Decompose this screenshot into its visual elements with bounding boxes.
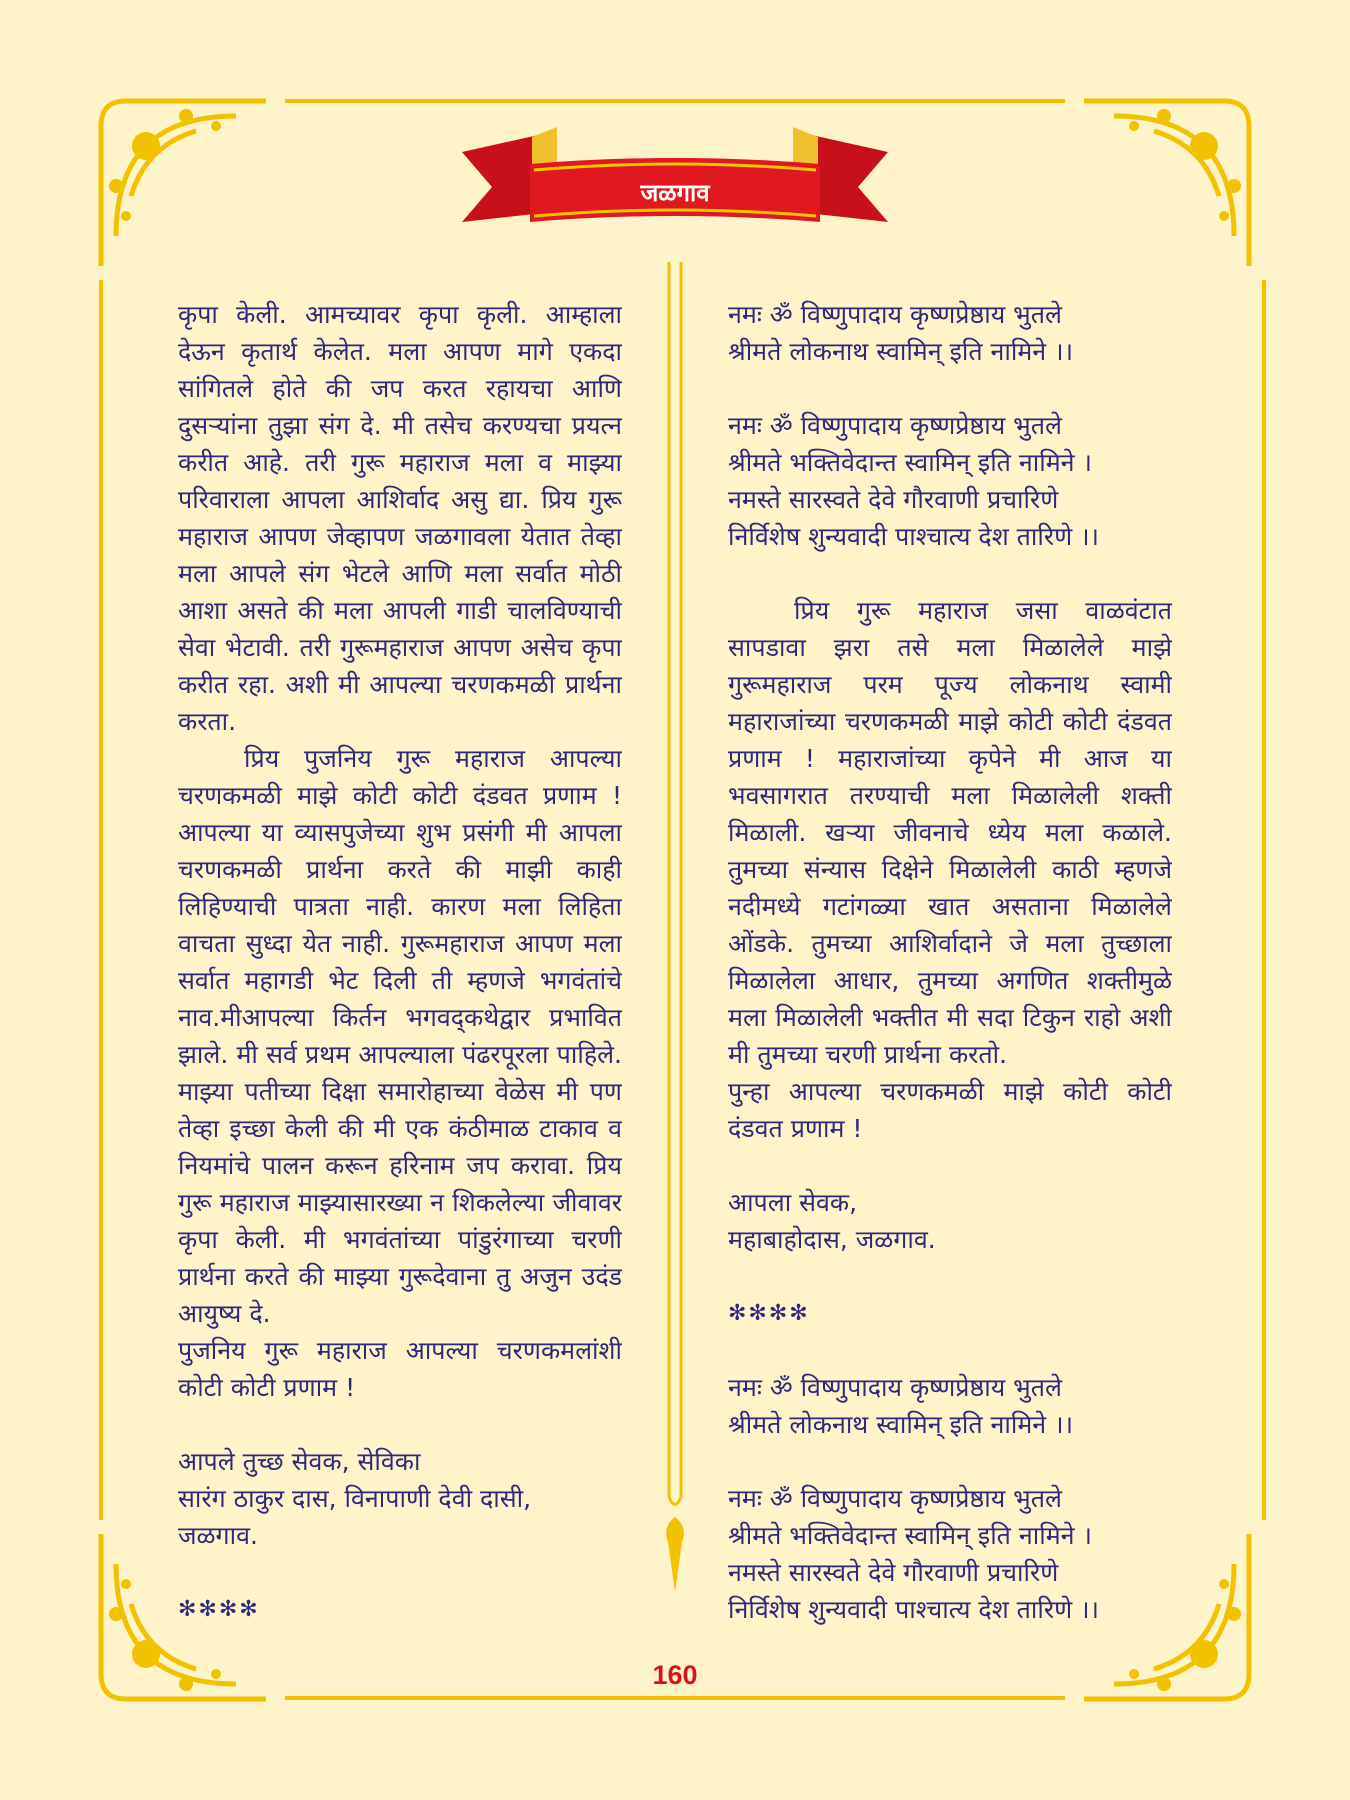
paragraph — [178, 296, 622, 740]
paragraph — [178, 740, 622, 1332]
text-line: कृपा केली. आमच्यावर कृपा कृली. आम्हाला — [178, 300, 622, 329]
text-line: झाले. मी सर्व प्रथम आपल्याला पंढरपूरला पाहिले. — [178, 1040, 622, 1069]
text-line: ओंडके. तुमच्या आशिर्वादाने जे मला तुच्छाला — [728, 929, 1172, 958]
section-separator-stars: ✻✻✻✻ — [728, 1301, 810, 1326]
text-line: गुरूमहाराज परम पूज्य लोकनाथ स्वामी — [728, 670, 1172, 699]
text-line: श्रीमते लोकनाथ स्वामिन् इति नामिने ।। — [728, 1410, 1074, 1439]
frame-left-line — [99, 280, 103, 1520]
text-line: करता. — [178, 707, 237, 736]
verse-block — [728, 1184, 1172, 1258]
text-line: वाचता सुध्दा येत नाही. गुरूमहाराज आपण मला — [178, 929, 622, 958]
verse-block — [728, 1480, 1172, 1628]
text-line: नमः ॐ विष्णुपादाय कृष्णप्रेष्ठाय भुतले — [728, 1373, 1062, 1402]
text-line: प्रिय पुजनिय गुरू महाराज आपल्या — [244, 744, 622, 773]
text-line: निर्विशेष शुन्यवादी पाश्चात्य देश तारिणे ।। — [728, 1595, 1100, 1624]
column-divider — [662, 262, 688, 1592]
frame-bottom-line — [285, 1696, 1065, 1700]
text-line: कृपा केली. मी भगवंतांच्या पांडुरंगाच्या चरणी — [178, 1225, 622, 1254]
text-line: महाराजांच्या चरणकमळी माझे कोटी कोटी दंडवत — [728, 707, 1172, 736]
text-line: सांगितले होते की जप करत रहायचा आणि — [178, 374, 622, 403]
text-line: माझ्या पतीच्या दिक्षा समारोहाच्या वेळेस मी पण — [178, 1077, 622, 1106]
text-line: मला मिळालेली भक्तीत मी सदा टिकुन राहो अशी — [728, 1003, 1172, 1032]
section-title: जळगाव — [640, 179, 710, 207]
text-line: नियमांचे पालन करून हरिनाम जप करावा. प्रिय — [178, 1151, 622, 1180]
left-column — [178, 296, 622, 1628]
text-line: आयुष्य दे. — [178, 1299, 271, 1328]
text-line: दुसऱ्यांना तुझा संग दे. मी तसेच करण्यचा प्रयत्न — [178, 411, 622, 440]
text-line: जळगाव. — [178, 1521, 258, 1550]
blank-line — [728, 555, 1172, 592]
paragraph — [728, 1073, 1172, 1147]
text-line: प्रणाम ! महाराजांच्या कृपेने मी आज या — [728, 744, 1172, 773]
text-line: परिवाराला आपला आशिर्वाद असु द्या. प्रिय गुरू — [178, 485, 622, 514]
text-line: प्रार्थना करते की माझ्या गुरूदेवाना तु अजुन उदंड — [178, 1262, 622, 1291]
text-line: मिळालेला आधार, तुमच्या अगणित शक्तीमुळे — [728, 966, 1172, 995]
text-line: महाराज आपण जेव्हापण जळगावला येतात तेव्हा — [178, 522, 622, 551]
text-line: सर्वात महागडी भेट दिली ती म्हणजे भगवंतांचे — [178, 966, 622, 995]
text-line: तेव्हा इच्छा केली की मी एक कंठीमाळ टाकाव व — [178, 1114, 622, 1143]
blank-line — [728, 1258, 1172, 1295]
text-line: मिळाली. खऱ्या जीवनाचे ध्येय मला कळाले. — [728, 818, 1172, 847]
frame-right-line — [1262, 280, 1266, 1520]
text-line: प्रिय गुरू महाराज जसा वाळवंटात — [794, 596, 1172, 625]
text-line: दंडवत प्रणाम ! — [728, 1114, 863, 1143]
verse-block — [728, 407, 1172, 555]
text-line: आपले तुच्छ सेवक, सेविका — [178, 1447, 421, 1476]
text-line: नमस्ते सारस्वते देवे गौरवाणी प्रचारिणे — [728, 485, 1059, 514]
text-line: आपल्या या व्यासपुजेच्या शुभ प्रसंगी मी आपला — [178, 818, 622, 847]
text-line: महाबाहोदास, जळगाव. — [728, 1225, 936, 1254]
page-number: 160 — [652, 1660, 698, 1690]
text-line: नमः ॐ विष्णुपादाय कृष्णप्रेष्ठाय भुतले — [728, 1484, 1062, 1513]
frame-top-line — [285, 99, 1065, 103]
text-line: तुमच्या संन्यास दिक्षेने मिळालेली काठी म्हणजे — [728, 855, 1172, 884]
text-line: आपला सेवक, — [728, 1188, 858, 1217]
verse-block — [728, 1369, 1172, 1443]
blank-line — [728, 1332, 1172, 1369]
text-line: चरणकमळी प्रार्थना करते की माझी काही — [178, 855, 622, 884]
verse-block — [178, 1443, 622, 1554]
text-line: गुरू महाराज माझ्यासारख्या न शिकलेल्या जीवावर — [178, 1188, 622, 1217]
text-line: मी तुमच्या चरणी प्रार्थना करतो. — [728, 1040, 1008, 1069]
text-line: करीत रहा. अशी मी आपल्या चरणकमळी प्रार्थना — [178, 670, 622, 699]
text-line: चरणकमळी माझे कोटी कोटी दंडवत प्रणाम ! — [178, 781, 622, 810]
text-line: लिहिण्याची पात्रता नाही. कारण मला लिहिता — [178, 892, 622, 921]
text-line: देऊन कृतार्थ केलेत. मला आपण मागे एकदा — [178, 337, 622, 366]
blank-line — [178, 1554, 622, 1591]
blank-line — [728, 1147, 1172, 1184]
text-line: नमः ॐ विष्णुपादाय कृष्णप्रेष्ठाय भुतले — [728, 411, 1062, 440]
text-line: भवसागरात तरण्याची मला मिळालेली शक्ती — [728, 781, 1172, 810]
text-line: पुजनिय गुरू महाराज आपल्या चरणकमलांशी — [178, 1336, 622, 1365]
text-line: श्रीमते भक्तिवेदान्त स्वामिन् इति नामिने । — [728, 1521, 1092, 1550]
text-line: मला आपले संग भेटले आणि मला सर्वात मोठी — [178, 559, 622, 588]
text-line: नमः ॐ विष्णुपादाय कृष्णप्रेष्ठाय भुतले — [728, 300, 1062, 329]
section-separator-stars: ✻✻✻✻ — [178, 1597, 260, 1622]
text-line: सेवा भेटावी. तरी गुरूमहाराज आपण असेच कृपा — [178, 633, 622, 662]
blank-line — [178, 1406, 622, 1443]
blank-line — [728, 1443, 1172, 1480]
text-line: नाव.मीआपल्या किर्तन भगवद्कथेद्वार प्रभावित — [178, 1003, 622, 1032]
text-line: श्रीमते लोकनाथ स्वामिन् इति नामिने ।। — [728, 337, 1074, 366]
blank-line — [728, 370, 1172, 407]
text-line: पुन्हा आपल्या चरणकमळी माझे कोटी कोटी — [728, 1077, 1172, 1106]
right-column — [728, 296, 1172, 1628]
text-line: आशा असते की मला आपली गाडी चालविण्याची — [178, 596, 622, 625]
text-line: सापडावा झरा तसे मला मिळालेले माझे — [728, 633, 1172, 662]
text-line: सारंग ठाकुर दास, विनापाणी देवी दासी, — [178, 1484, 532, 1513]
text-line: कोटी कोटी प्रणाम ! — [178, 1373, 356, 1402]
verse-block — [728, 296, 1172, 370]
text-line: निर्विशेष शुन्यवादी पाश्चात्य देश तारिणे ।। — [728, 522, 1100, 551]
paragraph — [728, 592, 1172, 1073]
text-line: नमस्ते सारस्वते देवे गौरवाणी प्रचारिणे — [728, 1558, 1059, 1587]
text-line: नदीमध्ये गटांगळ्या खात असताना मिळालेले — [728, 892, 1172, 921]
text-line: करीत आहे. तरी गुरू महाराज मला व माझ्या — [178, 448, 622, 477]
paragraph — [178, 1332, 622, 1406]
text-line: श्रीमते भक्तिवेदान्त स्वामिन् इति नामिने । — [728, 448, 1092, 477]
